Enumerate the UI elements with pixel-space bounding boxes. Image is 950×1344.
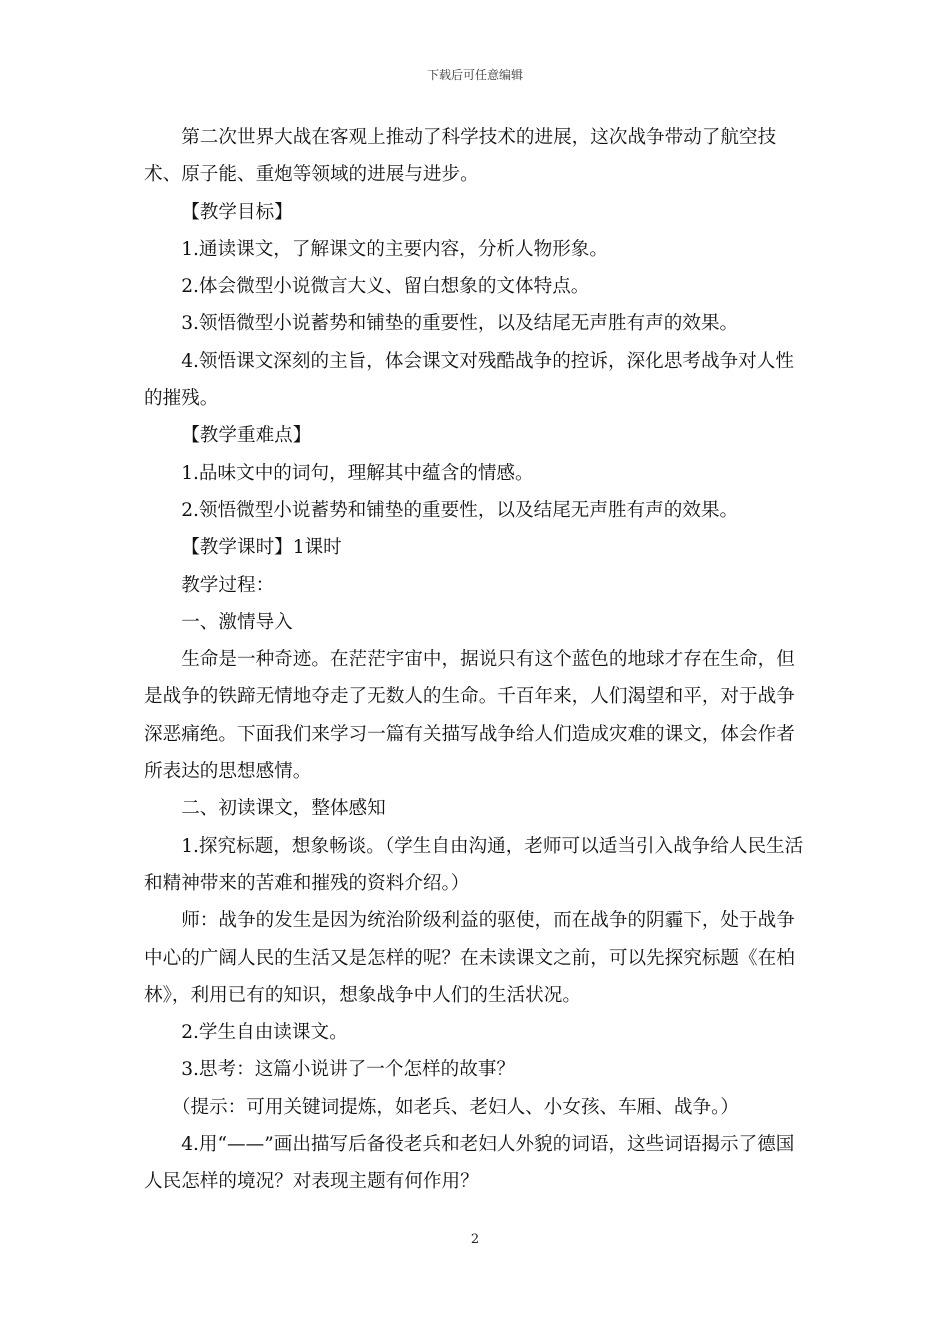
step-item-1: 1.探究标题，想象畅谈。（学生自由沟通，老师可以适当引入战争给人民生活和精神带来的苦难和摧残的资料介绍。）	[144, 835, 804, 894]
page-number: 2	[470, 1232, 480, 1247]
goal-item-2: 2.体会微型小说微言大义、留白想象的文体特点。	[181, 276, 590, 298]
difficulty-item-1: 1.品味文中的词句，理解其中蕴含的情感。	[181, 462, 534, 484]
heading-teaching-process: 教学过程：	[181, 574, 275, 596]
paragraph-introduction: 生命是一种奇迹。在茫茫宇宙中，据说只有这个蓝色的地球才存在生命，但是战争的铁蹄无情地夺走了无数人的生命。千百年来，人们渴望和平，对于战争深恶痛绝。下面我们来学习一篇有关描写战争给人们造成灾难的课文，体会作者所表达的思想感情。	[144, 649, 795, 783]
step-item-3: 3.思考：这篇小说讲了一个怎样的故事？	[181, 1059, 516, 1081]
goal-item-1: 1.通读课文，了解课文的主要内容，分析人物形象。	[181, 238, 608, 260]
goal-item-3: 3.领悟微型小说蓄势和铺垫的重要性，以及结尾无声胜有声的效果。	[181, 313, 739, 335]
document-body	[144, 119, 809, 1201]
heading-class-hours: 【教学课时】1课时	[181, 537, 342, 559]
section-heading-1: 一、激情导入	[181, 611, 293, 633]
section-heading-2: 二、初读课文，整体感知	[181, 798, 386, 820]
heading-teaching-goals: 【教学目标】	[181, 201, 293, 223]
difficulty-item-2: 2.领悟微型小说蓄势和铺垫的重要性，以及结尾无声胜有声的效果。	[181, 499, 739, 521]
hint-paragraph: （提示：可用关键词提炼，如老兵、老妇人、小女孩、车厢、战争。）	[171, 1096, 739, 1118]
teacher-paragraph: 师：战争的发生是因为统治阶级利益的驱使，而在战争的阴霾下，处于战争中心的广阔人民的生活又是怎样的呢？在未读课文之前，可以先探究标题《在柏林》，利用已有的知识，想象战争中人们的生活状况。	[144, 910, 795, 1006]
heading-key-difficulties: 【教学重难点】	[181, 425, 312, 447]
paragraph-intro: 第二次世界大战在客观上推动了科学技术的进展，这次战争带动了航空技术、原子能、重炮等领域的进展与进步。	[144, 127, 777, 186]
page-header: 下载后可任意编辑	[426, 68, 523, 82]
step-item-4: 4.用“——”画出描写后备役老兵和老妇人外貌的词语，这些词语揭示了德国人民怎样的境况？对表现主题有何作用？	[144, 1134, 795, 1193]
goal-item-4: 4.领悟课文深刻的主旨，体会课文对残酷战争的控诉，深化思考战争对人性的摧残。	[144, 350, 794, 410]
step-item-2: 2.学生自由读课文。	[181, 1022, 348, 1044]
